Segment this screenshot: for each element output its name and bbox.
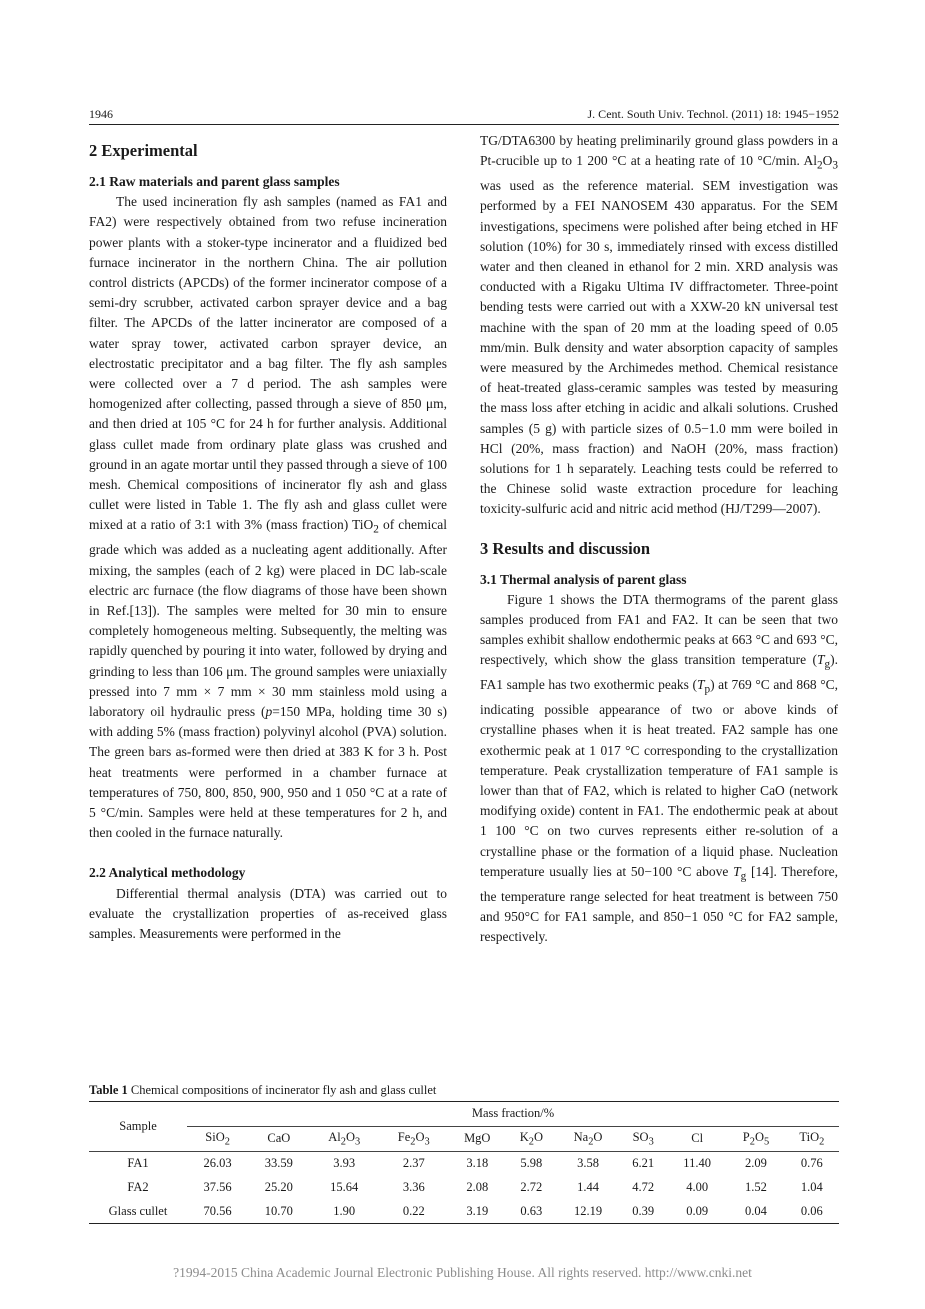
text-run: SO xyxy=(632,1129,649,1144)
text-run: K xyxy=(519,1129,529,1144)
table-cell: 2.37 xyxy=(402,1155,425,1170)
sample-column-header: Sample xyxy=(89,1102,187,1152)
text-run: Al xyxy=(328,1129,341,1144)
table-body xyxy=(89,1151,839,1223)
table-cell: 33.59 xyxy=(264,1155,293,1170)
subscript: 2 xyxy=(817,159,823,172)
subsection-title-raw-materials: 2.1 Raw materials and parent glass samples xyxy=(89,174,340,189)
table-cell: 3.93 xyxy=(333,1155,356,1170)
text-run: =150 MPa, holding time 30 s) with adding 5% (mass fraction) polyvinyl alcohol (PVA) solution. The green bars as-formed were then dried at 383 K for 3 h. Post heat treatments were performed in a chamber furnace at temperatures of 750, 800, 850, 900, 950 and 1 050 °C at a rate of 5 °C/min. Samples were held at these temperatures for 2 h, and then cooled in the furnace naturally. xyxy=(89,703,447,841)
table-cell: 0.39 xyxy=(619,1199,667,1223)
text-run: Cl xyxy=(691,1131,704,1146)
table-cell: 25.20 xyxy=(264,1179,293,1194)
table-cell: 1.90 xyxy=(309,1199,379,1223)
column-header xyxy=(248,1126,309,1151)
text-run: TG/DTA6300 by heating preliminarily ground glass powders in a Pt-crucible up to 1 200 °C at a heating rate of 10 °C/min. Al xyxy=(480,133,838,169)
subscript: 5 xyxy=(763,1136,770,1148)
subscript: 2 xyxy=(819,1136,825,1148)
text-run: of chemical grade which was added as a nucleating agent additionally. After mixing, the samples (each of 2 kg) were placed in DC lab-scale electric arc furnace (the flow diagrams of those have been shown in Ref.[13]). The samples were melted for 30 min to ensure completely homogeneous melting. Subsequently, the melting was rapidly quenched by pouring it into water, followed by drying and grinding to less than 106 μm. The ground samples were uniaxially pressed into 7 mm × 7 mm × 30 mm stainless mold using a laboratory oil hydraulic press ( xyxy=(89,517,447,719)
text-run: O xyxy=(754,1129,764,1144)
text-run: O xyxy=(345,1129,355,1144)
text-run: P xyxy=(742,1129,750,1144)
text-run: TiO xyxy=(799,1129,820,1144)
mass-fraction-header: Mass fraction/% xyxy=(187,1102,839,1127)
text-run: Figure 1 shows the DTA thermograms of the parent glass samples produced from FA1 and FA2. It can be seen that two samples exhibit shallow endothermic peaks at 663 °C and 693 °C, respectively, which show the glass transition temperature ( xyxy=(480,591,838,668)
table-cell: 0.76 xyxy=(800,1155,823,1170)
table-cell: 4.72 xyxy=(632,1179,655,1194)
table-cell: 0.22 xyxy=(379,1199,449,1223)
text-run: CaO xyxy=(267,1131,291,1146)
table-cell: 3.18 xyxy=(466,1155,489,1170)
table-cell: 3.36 xyxy=(402,1179,425,1194)
table-cell: 0.04 xyxy=(727,1199,784,1223)
table-cell: 2.72 xyxy=(520,1179,543,1194)
column-header xyxy=(506,1126,557,1151)
table-caption-text: Chemical compositions of incinerator fly ash and glass cullet xyxy=(127,1083,437,1097)
journal-citation: J. Cent. South Univ. Technol. (2011) 18: 1945−1952 xyxy=(587,107,839,121)
subsection-title-thermal-analysis: 3.1 Thermal analysis of parent glass xyxy=(480,571,687,587)
text-run: SiO xyxy=(205,1129,225,1144)
table-cell: 26.03 xyxy=(203,1155,232,1170)
text-run: ). FA1 sample has two exothermic peaks ( xyxy=(480,652,838,693)
italic-symbol: p xyxy=(265,703,273,719)
table-cell: 37.56 xyxy=(203,1179,232,1194)
sample-cell: Glass cullet xyxy=(89,1199,187,1223)
sample-cell: FA1 xyxy=(127,1155,149,1170)
column-header xyxy=(619,1126,667,1151)
footer-copyright: ?1994-2015 China Academic Journal Electronic Publishing House. All rights reserved. http://www.cnki.net xyxy=(173,1265,752,1280)
text-run: [14]. Therefore, the temperature range selected for heat treatment is between 750 and 950°C for FA1 sample, and 850−1 050 °C for FA2 sample, respectively. xyxy=(480,863,838,945)
table-cell: 0.09 xyxy=(667,1199,727,1223)
table-caption-label: Table 1 xyxy=(89,1083,128,1097)
subscript: 2 xyxy=(224,1136,230,1148)
column-header xyxy=(785,1126,839,1151)
subscript: 2 xyxy=(373,524,379,537)
table-cell: 6.21 xyxy=(632,1155,655,1170)
running-header xyxy=(89,105,839,125)
column-header xyxy=(309,1126,379,1151)
text-run: O xyxy=(822,153,833,169)
text-run: The used incineration fly ash samples (named as FA1 and FA2) were respectively obtained from two refuse incineration power plants with a stoker-type incinerator and a fluidized bed furnace incinerator in the northern China. The air pollution control districts (APCDs) of the former incinerator compose of a semi-dry scrubber, activated carbon sprayer device and a bag filter. The APCDs of the latter incinerator are composed of a water spray tower, activated carbon sprayer device, an electrostatic precipitator and a bag filter. The fly ash samples were collected over a 7 d period. The ash samples were homogenized after collecting, passed through a sieve of 850 μm, and then dried at 105 °C for 24 h for further analysis. Additional glass cullet made from ordinary plate glass was crushed and ground in an agate mortar until they passed through a sieve of 100 mesh. Chemical compositions of incinerator fly ash and glass cullet were listed in Table 1. The fly ash and glass cullet were mixed at a ratio of 3:1 with 3% (mass fraction) TiO xyxy=(89,194,447,533)
table-cell: 2.08 xyxy=(466,1179,489,1194)
column-header xyxy=(727,1126,784,1151)
subscript: 3 xyxy=(424,1136,430,1148)
subscript: 2 xyxy=(588,1136,594,1148)
table-cell: 3.19 xyxy=(449,1199,506,1223)
table-cell: 4.00 xyxy=(686,1179,709,1194)
right-column xyxy=(480,131,838,947)
subsection-title-methodology: 2.2 Analytical methodology xyxy=(89,865,246,881)
table-cell: 12.19 xyxy=(557,1199,620,1223)
text-run: Fe xyxy=(397,1129,411,1144)
section-title-results: 3 Results and discussion xyxy=(480,538,651,558)
text-run: O xyxy=(415,1129,425,1144)
composition-table xyxy=(89,1101,839,1224)
subscript: g xyxy=(824,659,831,672)
left-column xyxy=(89,131,447,944)
subscript: 2 xyxy=(340,1136,346,1148)
subscript: 2 xyxy=(528,1136,534,1148)
table-cell: 1.52 xyxy=(745,1179,767,1194)
column-header xyxy=(557,1126,620,1151)
table-cell: 1.44 xyxy=(577,1179,599,1194)
text-run: was used as the reference material. SEM investigation was performed by a FEI NANOSEM 430 apparatus. For the SEM investigations, specimens were polished after being etched in HF solution (10%) for 30 s, immediately rinsed with excess distilled water and then cleaned in ethanol for 2 min. XRD analysis was conducted with a Rigaku Ultima IV diffractometer. Three-point bending tests were carried out with a XXW-20 kN universal test machine with the span of 20 mm at the loading speed of 0.05 mm/min. Bulk density and water absorption capacity of samples were measured by the Archimedes method. Chemical resistance of heat-treated glass-ceramic samples was tested by measuring the mass loss after etching in acidic and alkali solutions. Crushed samples (5 g) with particle sizes of 0.5−1.0 mm were boiled in HCl (20%, mass fraction) and NaOH (20%, mass fraction) solutions for 1 h separately. Leaching tests could be referred to the Chinese solid waste extraction procedure for leaching toxicity-sulfuric acid and nitric acid method (HJ/T299—2007). xyxy=(480,178,838,517)
table-cell: 0.63 xyxy=(506,1199,557,1223)
text-run: MgO xyxy=(464,1131,491,1146)
text-run: O xyxy=(593,1129,603,1144)
table-row xyxy=(89,1199,839,1223)
subscript: 2 xyxy=(410,1136,416,1148)
table-row xyxy=(89,1175,839,1199)
column-header xyxy=(187,1126,248,1151)
paragraph-methodology-continued xyxy=(480,131,838,520)
text-run: Na xyxy=(573,1129,589,1144)
table-row xyxy=(89,1151,839,1175)
table-cell: 15.64 xyxy=(330,1179,359,1194)
table-caption xyxy=(89,1082,839,1099)
table-cell: 10.70 xyxy=(248,1199,309,1223)
text-run: O xyxy=(533,1129,543,1144)
subscript: 2 xyxy=(749,1136,755,1148)
subscript: p xyxy=(704,683,711,696)
table-cell: 70.56 xyxy=(187,1199,248,1223)
italic-symbol: T xyxy=(696,677,705,693)
column-header xyxy=(379,1126,449,1151)
table-column-header-row xyxy=(89,1126,839,1151)
subscript: 3 xyxy=(832,159,838,172)
table-header-row xyxy=(89,1102,839,1127)
sample-cell: FA2 xyxy=(127,1179,149,1194)
table-cell: 11.40 xyxy=(683,1155,711,1170)
subscript: 3 xyxy=(648,1136,654,1148)
paragraph-raw-materials xyxy=(89,192,447,843)
table-cell: 1.04 xyxy=(800,1179,823,1194)
subscript: 3 xyxy=(355,1136,361,1148)
page-number: 1946 xyxy=(89,107,113,121)
paragraph-methodology: Differential thermal analysis (DTA) was carried out to evaluate the crystallization properties of as-received glass samples. Measurements were performed in the xyxy=(89,885,447,941)
table-1 xyxy=(89,1082,839,1224)
table-cell: 3.58 xyxy=(577,1155,599,1170)
table-cell: 2.09 xyxy=(745,1155,767,1170)
table-cell: 5.98 xyxy=(520,1155,543,1170)
paragraph-thermal-analysis xyxy=(480,590,838,948)
subscript: g xyxy=(740,870,747,883)
text-run: ) at 769 °C and 868 °C, indicating possible appearance of two or above kinds of crystalline phases when it is heat treated. FA2 sample has one exothermic peak at 1 017 °C corresponding to the crystallization temperature. Peak crystallization temperature of FA1 sample is lower than that of FA2, which is related to higher CaO (network modifying oxide) content in FA1. The endothermic peak at about 1 100 °C on two curves represents either re-solution of a crystalline phase or the formation of a liquid phase. Nucleation temperature usually lies at 50−100 °C above xyxy=(480,677,838,879)
italic-symbol: T xyxy=(816,652,825,668)
section-title-experimental: 2 Experimental xyxy=(89,141,198,160)
column-header xyxy=(449,1126,506,1151)
column-header xyxy=(667,1126,727,1151)
italic-symbol: T xyxy=(733,863,741,879)
table-cell: 0.06 xyxy=(785,1199,839,1223)
